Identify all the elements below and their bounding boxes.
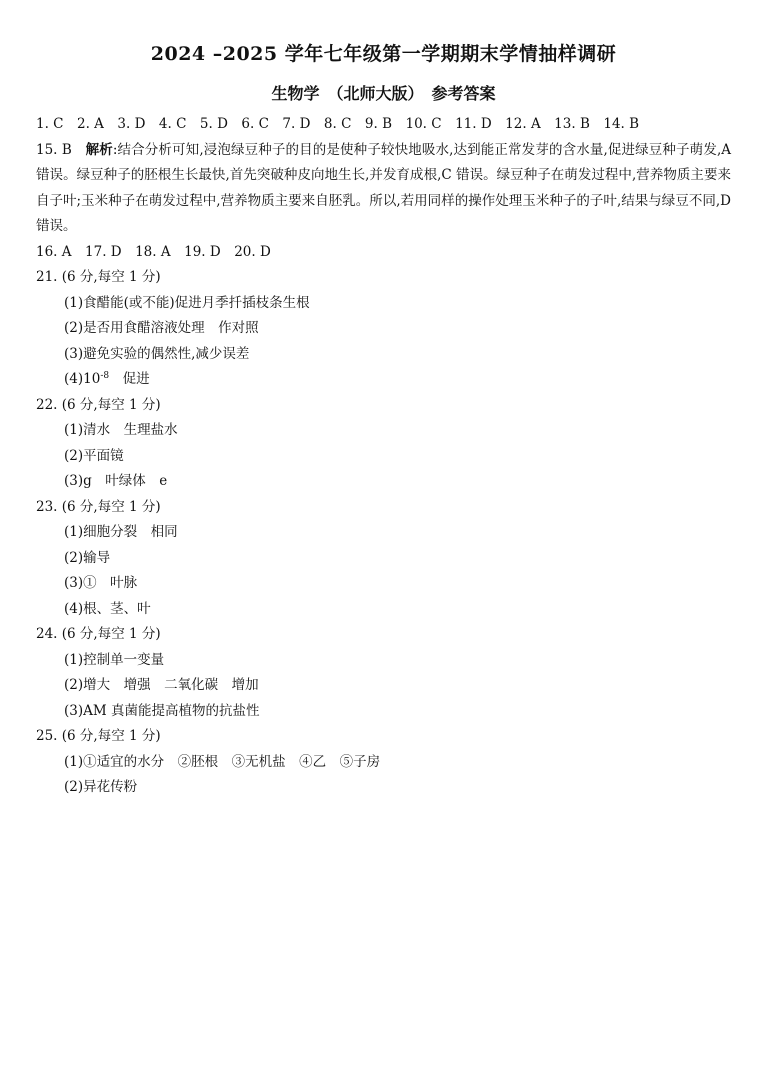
question-21-block [36, 265, 731, 393]
question-25-item-1: (1)①适宜的水分 ②胚根 ③无机盐 ④乙 ⑤子房 [64, 753, 381, 770]
answer-line: 1. C 2. A 3. D 4. C 5. D 6. C 7. D 8. C 9. B 10. C 11. D 12. A 13. B 14. B [36, 116, 640, 132]
question-24-head: 24. (6 分,每空 1 分) [36, 626, 161, 642]
item-4-prefix: (4)10 [64, 371, 101, 387]
exponent: -8 [100, 371, 110, 381]
question-21-item-1: (1)食醋能(或不能)促进月季扦插枝条生根 [64, 294, 310, 311]
question-21-head: 21. (6 分,每空 1 分) [36, 269, 161, 285]
question-24-item-1: (1)控制单一变量 [64, 651, 165, 668]
question-23-item-3: (3)① 叶脉 [64, 575, 138, 591]
question-23-item-2: (2)输导 [64, 549, 111, 566]
question-23-item-1: (1)细胞分裂 相同 [64, 524, 178, 540]
question-22-item-2: (2)平面镜 [64, 447, 124, 464]
question-21-item-4 [36, 367, 731, 393]
question-15-block [36, 138, 731, 240]
question-23-item-4: (4)根、茎、叶 [64, 600, 151, 617]
question-22-head: 22. (6 分,每空 1 分) [36, 396, 161, 413]
question-21-item-3: (3)避免实验的偶然性,减少误差 [64, 345, 250, 362]
item-4-suffix: 促进 [109, 371, 150, 387]
question-25-item-2: (2)异花传粉 [64, 779, 138, 795]
choices-1-14 [36, 112, 731, 138]
question-24-item-2: (2)增大 增强 二氧化碳 增加 [64, 677, 259, 693]
question-22-item-1: (1)清水 生理盐水 [64, 422, 178, 438]
question-23-block [36, 495, 731, 623]
question-21-item-2: (2)是否用食醋溶液处理 作对照 [64, 320, 259, 336]
question-24-item-3: (3)AM 真菌能提高植物的抗盐性 [64, 702, 260, 719]
answer-line: 16. A 17. D 18. A 19. D 20. D [36, 243, 271, 260]
analysis-label: 解析 [85, 141, 113, 158]
analysis-text: :结合分析可知,浸泡绿豆种子的目的是使种子较快地吸水,达到能正常发芽的含水量,促进绿豆种子萌发,A 错误。绿豆种子的胚根生长最快,首先突破种皮向地生长,并发育成根,C 错误。绿豆种子在萌发过程中,营养物质主要来自子叶;玉米种子在萌发过程中,营养物质主要来自胚乳。所以,若用同样的操作处理玉米种子的子叶,结果与绿豆不同,D 错误。 [36, 141, 731, 234]
question-15-paragraph [36, 138, 731, 240]
question-24-block [36, 622, 731, 724]
question-15-answer: 15. B [36, 141, 86, 158]
page-title: 2024 –2025 学年七年级第一学期期末学情抽样调研 [150, 43, 617, 65]
question-25-block [36, 724, 731, 801]
question-22-item-3: (3)g 叶绿体 e [64, 473, 168, 489]
question-25-head: 25. (6 分,每空 1 分) [36, 728, 161, 744]
page-subtitle: 生物学 （北师大版） 参考答案 [271, 84, 496, 103]
question-22-block [36, 393, 731, 495]
choices-16-20 [36, 240, 731, 266]
question-23-head: 23. (6 分,每空 1 分) [36, 498, 161, 515]
